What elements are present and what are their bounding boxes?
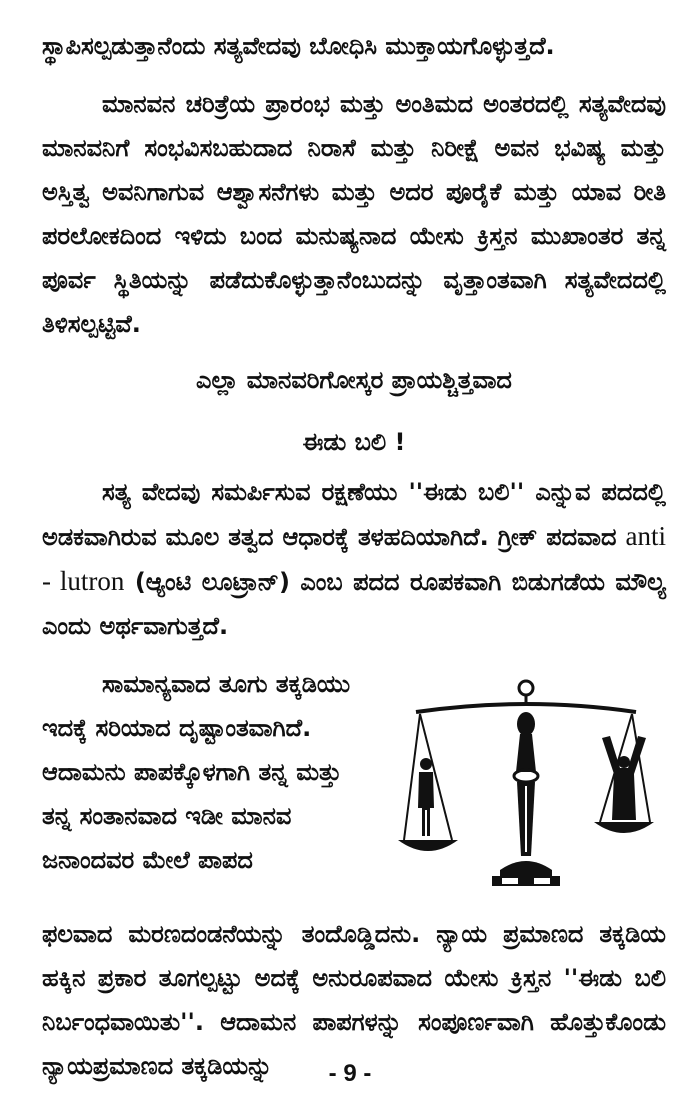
continuation-line: ಸ್ಥಾಪಿಸಲ್ಪಡುತ್ತಾನೆಂದು ಸತ್ಯವೇದವು ಬೋಧಿಸಿ ಮುಕ್ತಾಯಗೊಳ್ಳುತ್ತದೆ.	[42, 32, 555, 60]
scale-base-dome	[500, 861, 552, 876]
figure-side-text	[42, 662, 360, 882]
paragraph-scale-intro: ಸಾಮಾನ್ಯವಾದ ತೂಗು ತಕ್ಕಡಿಯು ಇದಕ್ಕೆ ಸರಿಯಾದ ದೃಷ್ಟಾಂತವಾಗಿದೆ. ಆದಾಮನು ಪಾಪಕ್ಕೊಳಗಾಗಿ ತನ್ನ ಮತ್ತು ತನ್ನ ಸಂತಾನವಾದ ಇಡೀ ಮಾನವ ಜನಾಂದವರ ಮೇಲೆ ಪಾಪದ	[42, 670, 351, 874]
paragraph-scale-continued: ಫಲವಾದ ಮರಣದಂಡನೆಯನ್ನು ತಂದೊಡ್ಡಿದನು. ನ್ಯಾಯ ಪ್ರಮಾಣದ ತಕ್ಕಡಿಯ ಹಕ್ಕಿನ ಪ್ರಕಾರ ತೂಗಲ್ಪಟ್ಟು ಅದಕ್ಕೆ ಅನುರೂಪವಾದ ಯೇಸು ಕ್ರಿಸ್ತನ ''ಈಡು ಬಲಿ ನಿರ್ಬಂಧವಾಯಿತು''. ಆದಾಮನ ಪಾಪಗಳನ್ನು ಸಂಪೂರ್ಣವಾಗಿ ಹೊತ್ತುಕೊಂಡು ನ್ಯಾಯಪ್ರಮಾಣದ ತಕ್ಕಡಿಯನ್ನು	[42, 920, 666, 1080]
scale-column-upper	[516, 734, 536, 772]
right-pan	[594, 822, 654, 833]
section-heading-line1: ಎಲ್ಲಾ ಮಾನವರಿಗೋಸ್ಕರ ಪ್ರಾಯಶ್ಚಿತ್ತವಾದ	[196, 366, 512, 394]
left-pan-string-a	[404, 714, 420, 840]
scale-top-ring	[519, 681, 533, 695]
right-figure-body	[602, 736, 646, 820]
figure-row	[42, 662, 666, 912]
left-figure-head	[420, 758, 432, 770]
paragraph-ransom-text-a: ಸತ್ಯ ವೇದವು ಸಮರ್ಪಿಸುವ ರಕ್ಷಣೆಯು ''ಈಡು ಬಲಿ'' ಎನ್ನುವ ಪದದಲ್ಲಿ ಅಡಕವಾಗಿರುವ ಮೂಲ ತತ್ವದ ಆಧಾರಕ್ಕೆ ತಳಹದಿಯಾಗಿದೆ. ಗ್ರೀಕ್ ಪದವಾದ	[42, 478, 666, 551]
scale-base-check-1	[502, 878, 518, 884]
balance-scale-icon	[396, 676, 656, 912]
scale-base-check-2	[534, 878, 550, 884]
section-heading-line2: ಈಡು ಬಲಿ !	[302, 428, 406, 456]
paragraph-ransom-text-b: (ಆ್ಯಂಟಿ ಲೂಟ್ರಾನ್) ಎಂಬ ಪದದ ರೂಪಕವಾಗಿ ಬಿಡುಗಡೆಯ ಮೌಲ್ಯ ಎಂದು ಅರ್ಥವಾಗುತ್ತದೆ.	[42, 568, 666, 640]
balance-scale-drawing	[396, 676, 656, 912]
page-number: - 9 -	[328, 1060, 372, 1087]
scale-knob-top	[517, 712, 535, 736]
greek-term-latin: anti - lutron	[42, 521, 666, 596]
right-figure-head	[618, 756, 630, 768]
paragraph-ransom	[42, 470, 666, 648]
left-pan	[398, 840, 458, 851]
left-figure-body	[418, 772, 434, 836]
paragraph-history: ಮಾನವನ ಚರಿತ್ರೆಯ ಪ್ರಾರಂಭ ಮತ್ತು ಅಂತಿಮದ ಅಂತರದಲ್ಲಿ ಸತ್ಯವೇದವು ಮಾನವನಿಗೆ ಸಂಭವಿಸಬಹುದಾದ ನಿರಾಸೆ ಮತ್ತು ನಿರೀಕ್ಷೆ ಅವನ ಭವಿಷ್ಯ ಮತ್ತು ಅಸ್ತಿತ್ವ ಅವನಿಗಾಗುವ ಆಶ್ವಾಸನೆಗಳು ಮತ್ತು ಅದರ ಪೂರೈಕೆ ಮತ್ತು ಯಾವ ರೀತಿ ಪರಲೋಕದಿಂದ ಇಳಿದು ಬಂದ ಮನುಷ್ಯನಾದ ಯೇಸು ಕ್ರಿಸ್ತನ ಮುಖಾಂತರ ತನ್ನ ಪೂರ್ವ ಸ್ಥಿತಿಯನ್ನು ಪಡೆದುಕೊಳ್ಳುತ್ತಾನೆಂಬುದನ್ನು ವೃತ್ತಾಂತವಾಗಿ ಸತ್ಯವೇದದಲ್ಲಿ ತಿಳಿಸಲ್ಪಟ್ಟಿವೆ.	[42, 90, 666, 338]
